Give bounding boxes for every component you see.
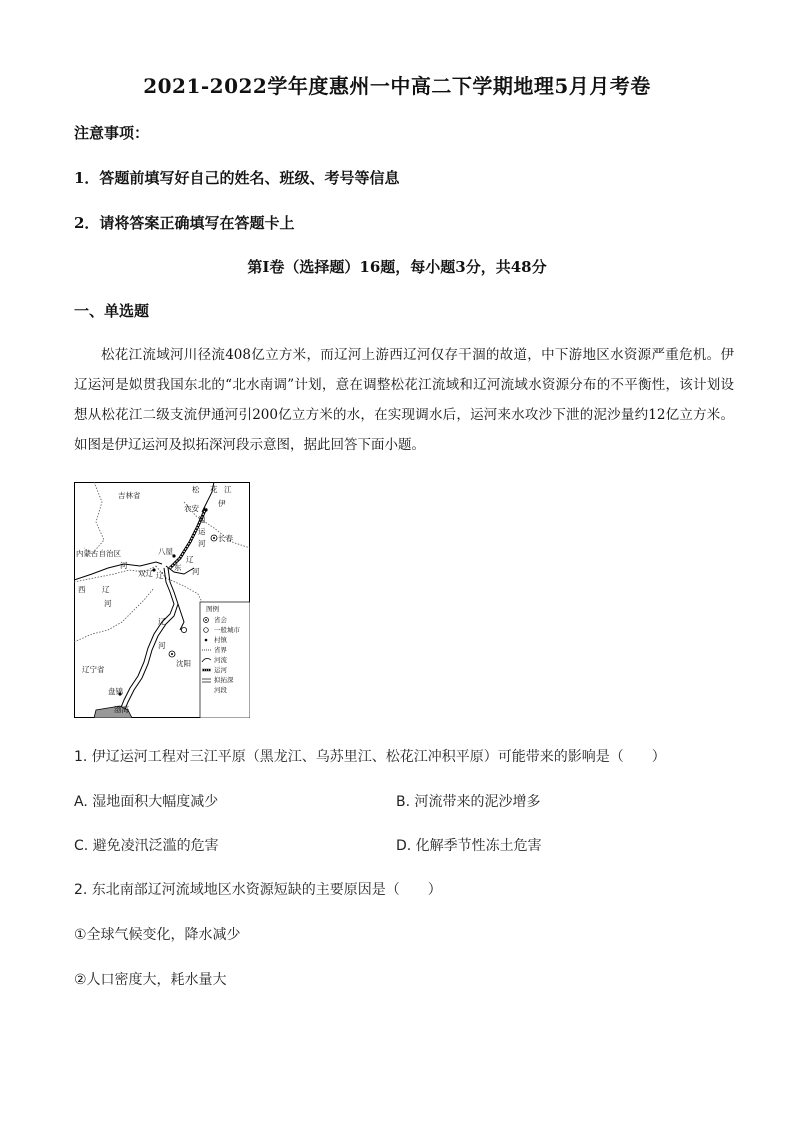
label-neimenggu: 内蒙古自治区 [76, 549, 121, 558]
question-2-item-1: ①全球气候变化，降水减少 [74, 927, 241, 943]
label-hua: 花 [210, 485, 218, 494]
label-liao3: 辽 [102, 585, 110, 594]
label-liao4: 辽 [158, 617, 166, 626]
question-1-stem: 1. 伊辽运河工程对三江平原（黑龙江、乌苏里江、松花江冲积平原）可能带来的影响是（ ） [74, 749, 666, 765]
label-xi: 西 [78, 585, 86, 594]
legend-title: 图例 [206, 605, 219, 613]
label-tong: 通 [198, 515, 206, 524]
legend-city: 一般城市 [214, 626, 240, 634]
label-he4: 河 [104, 599, 112, 608]
label-he5: 河 [158, 641, 166, 650]
label-yi: 伊 [218, 499, 226, 508]
question-1-option-d[interactable]: D. 化解季节性冻土危害 [396, 838, 542, 854]
legend-canal: 运河 [214, 666, 227, 674]
question-2-stem: 2. 东北南部辽河流域地区水资源短缺的主要原因是（ ） [74, 882, 442, 898]
label-liaoning: 辽宁省 [82, 665, 105, 674]
notice-item-1: 1．答题前填写好自己的姓名、班级、考号等信息 [74, 169, 400, 187]
label-panjin: 盘锦 [108, 687, 123, 696]
label-bawu: 八屋 [158, 547, 173, 556]
label-dong: 东 [174, 563, 182, 572]
legend-reach: 河段 [214, 686, 227, 694]
canal-map-figure [74, 482, 250, 718]
section-header: 第Ⅰ卷（选择题）16题，每小题3分，共48分 [247, 258, 547, 276]
legend-river: 河流 [214, 656, 227, 664]
label-he: 河 [198, 539, 206, 548]
label-liao: 辽 [186, 555, 194, 564]
label-song: 松 [192, 485, 200, 494]
question-1-option-a[interactable]: A. 湿地面积大幅度减少 [74, 794, 219, 810]
label-he2: 河 [192, 567, 200, 576]
label-liao2: 辽 [156, 571, 164, 580]
legend-border: 省界 [214, 646, 227, 654]
legend-deepen: 拟拓深 [214, 676, 234, 684]
label-yun: 运 [198, 527, 206, 536]
label-shenyang: 沈阳 [176, 659, 191, 668]
notice-item-2: 2．请将答案正确填写在答题卡上 [74, 214, 295, 232]
label-jiang: 江 [224, 485, 232, 494]
exam-title: 2021-2022学年度惠州一中高二下学期地理5月月考卷 [143, 74, 651, 98]
part-title: 一、单选题 [74, 302, 150, 320]
notice-heading: 注意事项： [74, 124, 150, 142]
question-1-option-c[interactable]: C. 避免凌汛泛滥的危害 [74, 838, 219, 854]
label-shuangliao: 双辽 [138, 569, 153, 578]
label-changchun: 长春 [218, 534, 233, 543]
label-he3: 河 [120, 561, 128, 570]
label-bohai: 渤海 [114, 705, 129, 714]
label-jilin: 吉林省 [118, 491, 141, 500]
label-nongan: 农安 [184, 504, 199, 513]
question-1-option-b[interactable]: B. 河流带来的泥沙增多 [396, 794, 541, 810]
reading-passage: 松花江流域河川径流408亿立方米，而辽河上游西辽河仅存干涸的故道，中下游地区水资源严重危机。伊辽运河是姒贯我国东北的“北水南调”计划，意在调整松花江流域和辽河流域水资源分布的不平衡性，该计划设想从松花江二级支流伊通河引200亿立方米的水，在实现调水后，运河来水攻沙下泄的泥沙量约12亿立方米。如图是伊辽运河及拟拓深河段示意图，据此回答下面小题。 [74, 347, 734, 453]
question-2-item-2: ②人口密度大，耗水量大 [74, 972, 227, 988]
legend-town: 村镇 [214, 636, 227, 644]
legend-capital: 省会 [214, 616, 227, 624]
